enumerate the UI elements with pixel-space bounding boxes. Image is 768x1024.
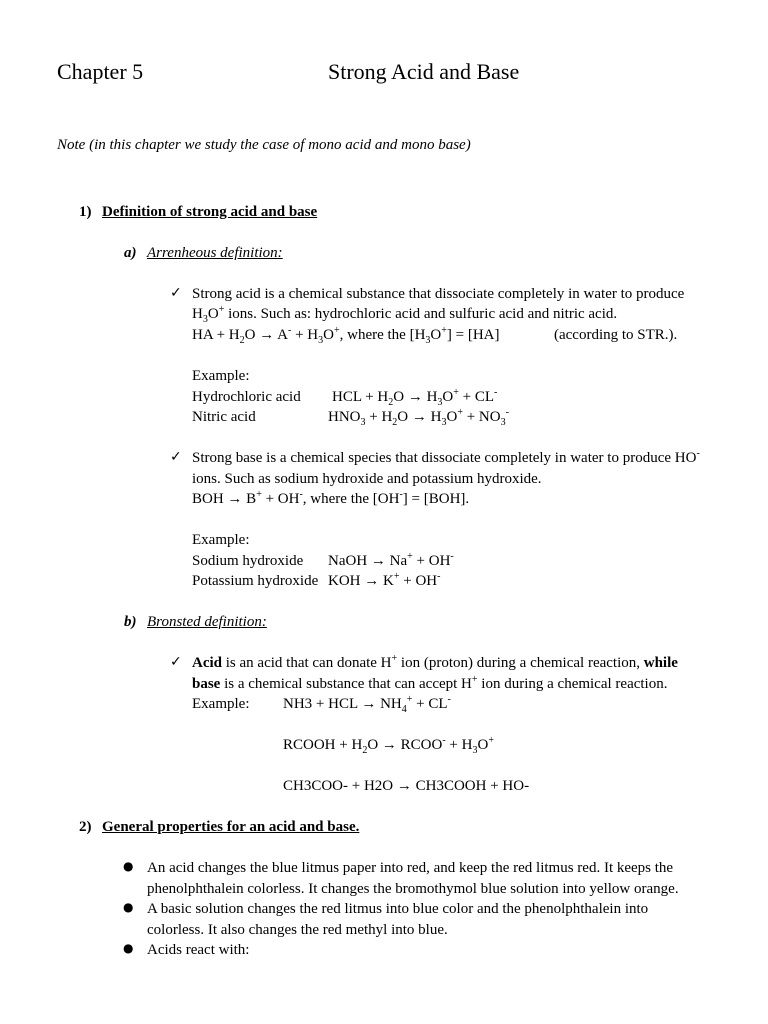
bronsted-line-1: Acid is an acid that can donate H+ ion (proton) during a chemical reaction, while bbox=[192, 653, 678, 671]
property-2-line-2: colorless. It also changes the red methyl into blue. bbox=[147, 922, 448, 938]
strong-acid-line-2: $H_3O^+$ ions. Such as: hydrochloric acid and sulfuric acid and nitric acid. bbox=[192, 304, 618, 325]
acid-example-label: Example: bbox=[192, 368, 250, 384]
chapter-note: Note (in this chapter we study the case of mono acid and mono base) bbox=[57, 137, 471, 153]
base-example-1-name: Sodium hydroxide bbox=[192, 553, 304, 569]
bronsted-equation-3: CH3COO- + H2O → CH3COOH + HO- bbox=[283, 778, 530, 794]
section-2-number: 2) bbox=[79, 819, 92, 835]
bronsted-example-label: Example: bbox=[192, 696, 250, 712]
bullet-icon: ● bbox=[123, 859, 134, 873]
bullet-icon: ● bbox=[123, 941, 134, 955]
property-3-line-1: Acids react with: bbox=[147, 942, 250, 958]
page-title: Strong Acid and Base bbox=[328, 59, 520, 84]
base-example-label: Example: bbox=[192, 532, 250, 548]
section-1-number: 1) bbox=[79, 204, 92, 220]
base-example-2-equation: KOH → K+ + OH- bbox=[328, 571, 441, 589]
strong-acid-equation-note: (according to STR.). bbox=[554, 327, 678, 343]
section-1-heading: Definition of strong acid and base bbox=[102, 204, 318, 220]
chapter-label: Chapter 5 bbox=[57, 59, 144, 84]
subsection-a-heading: Arrenheous definition: bbox=[147, 245, 283, 261]
strong-base-line-1: Strong base is a chemical species that dissociate completely in water to produce HO- bbox=[192, 448, 700, 466]
subsection-a-marker: a) bbox=[124, 245, 137, 261]
acid-example-1-equation: HCL + $H_2O \to H_3O^+ + CL^-$ bbox=[332, 387, 498, 408]
acid-example-2-name: Nitric acid bbox=[192, 409, 256, 425]
subsection-b-heading: Bronsted definition: bbox=[147, 614, 267, 630]
strong-base-equation: BOH → B+ + OH-, where the [OH-] = [BOH]. bbox=[192, 489, 470, 507]
section-2-heading: General properties for an acid and base. bbox=[102, 819, 360, 835]
base-example-2-name: Potassium hydroxide bbox=[192, 573, 319, 589]
property-2-line-1: A basic solution changes the red litmus into blue color and the phenolphthalein into bbox=[147, 901, 649, 917]
strong-base-line-2: ions. Such as sodium hydroxide and potassium hydroxide. bbox=[192, 471, 542, 487]
bronsted-line-2: base is a chemical substance that can accept H+ ion during a chemical reaction. bbox=[192, 674, 668, 692]
acid-example-1-name: Hydrochloric acid bbox=[192, 389, 301, 405]
base-example-1-equation: NaOH → Na+ + OH- bbox=[328, 551, 454, 569]
checkmark-icon: ✓ bbox=[170, 449, 182, 465]
property-1-line-1: An acid changes the blue litmus paper into red, and keep the red litmus red. It keeps the bbox=[147, 860, 674, 876]
acid-example-2-equation: $HNO_3 + H_2O \to H_3O^+ + NO_3^-$ bbox=[328, 407, 509, 428]
bronsted-equation-1: NH3 + HCL → $NH_4^+ + CL^-$ bbox=[283, 694, 451, 715]
checkmark-icon: ✓ bbox=[170, 654, 182, 670]
strong-acid-line-1: Strong acid is a chemical substance that dissociate completely in water to produce bbox=[192, 286, 685, 302]
bronsted-equation-2: RCOOH + $H_2O$ → RCOO- + $H_3O^+$ bbox=[283, 735, 494, 756]
bullet-icon: ● bbox=[123, 900, 134, 914]
strong-acid-equation: HA + $H_2O \to A^- + H_3O^+$, where the $[H_3O^+] = [HA]$ bbox=[192, 325, 500, 346]
checkmark-icon: ✓ bbox=[170, 285, 182, 301]
property-1-line-2: phenolphthalein colorless. It changes the bromothymol blue solution into yellow orange. bbox=[147, 881, 679, 897]
subsection-b-marker: b) bbox=[124, 614, 137, 630]
